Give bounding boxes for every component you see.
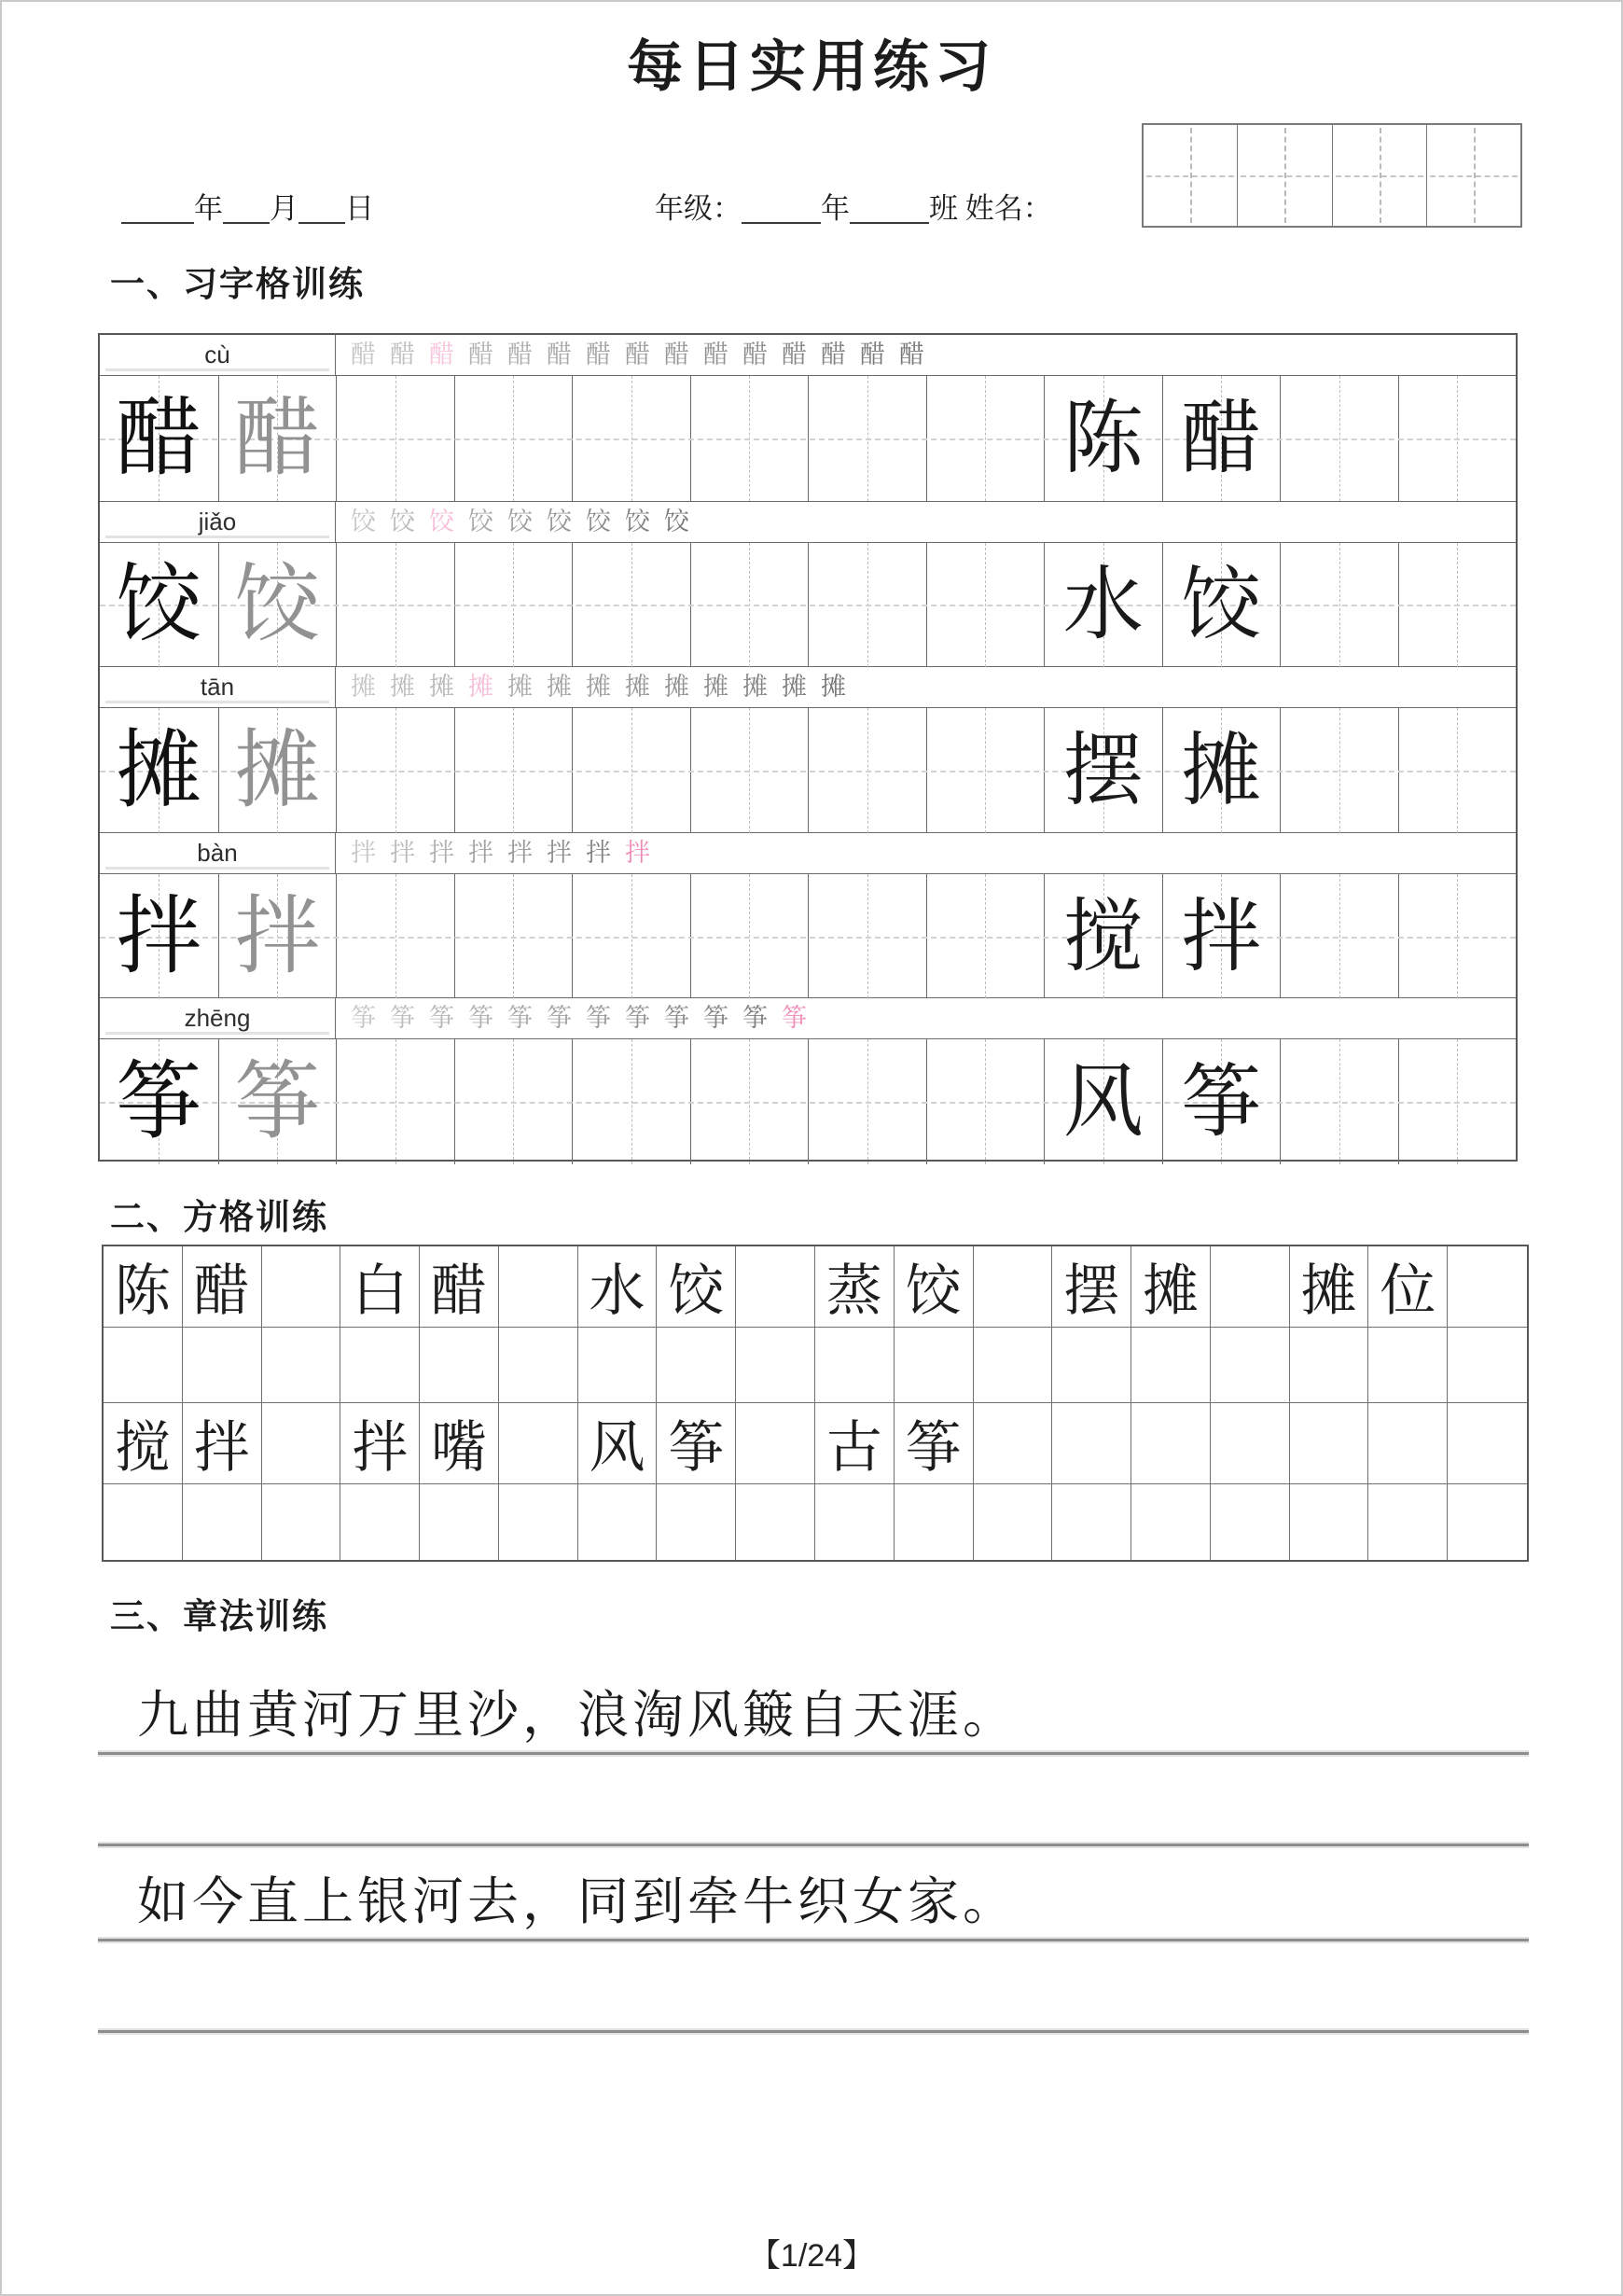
square-cell-empty (1368, 1484, 1448, 1560)
word-character: 水 (1062, 560, 1144, 650)
practice-cell (572, 874, 690, 999)
square-grid (102, 1245, 1529, 1562)
practice-row-header (100, 502, 1516, 543)
practice-row-header (100, 667, 1516, 708)
square-cell-empty (499, 1403, 578, 1484)
square-cell-empty (499, 1328, 578, 1403)
square-cell-empty (1211, 1328, 1290, 1403)
square-cell-character: 位 (1368, 1246, 1448, 1328)
trace-character: 拌 (234, 888, 321, 984)
stroke-order-step: 醋 (821, 341, 846, 369)
stroke-order-step: 饺 (351, 507, 376, 536)
square-cell-empty (736, 1403, 815, 1484)
stroke-order-step: 醋 (507, 341, 533, 369)
stroke-order-sequence (336, 998, 1516, 1038)
word-character: 搅 (1062, 891, 1144, 981)
practice-cell-row (100, 874, 1516, 999)
practice-cell (572, 376, 690, 501)
square-cell-empty (1448, 1484, 1527, 1560)
stroke-order-step: 醋 (742, 341, 768, 369)
square-cell-empty (1052, 1403, 1131, 1484)
stroke-order-step: 饺 (586, 507, 611, 536)
student-name-label: 姓名： (964, 192, 1052, 225)
square-cell-empty (736, 1484, 815, 1560)
grade-year-blank (742, 190, 821, 224)
name-grid-cell (1144, 125, 1237, 226)
date-line (121, 185, 374, 227)
practice-cell (100, 708, 218, 833)
practice-cell (690, 874, 809, 999)
stroke-order-step: 筝 (351, 1004, 376, 1033)
square-cell-character: 拌 (340, 1403, 420, 1484)
square-cell-empty (815, 1328, 895, 1403)
stroke-order-step: 醋 (429, 341, 454, 369)
square-cell-empty (262, 1328, 341, 1403)
square-cell-character: 白 (340, 1246, 420, 1328)
practice-row (100, 335, 1516, 501)
practice-cell (1044, 376, 1162, 501)
square-cell-character: 筝 (895, 1403, 974, 1484)
practice-cell (926, 543, 1045, 668)
practice-cell (100, 874, 218, 999)
square-cell-empty (1211, 1246, 1290, 1328)
practice-cell (690, 708, 809, 833)
stroke-order-step: 摊 (468, 673, 493, 702)
practice-row (100, 501, 1516, 667)
practice-cell (572, 543, 690, 668)
square-cell-character: 饺 (657, 1246, 736, 1328)
square-cell-empty (895, 1328, 974, 1403)
practice-row (100, 997, 1516, 1163)
stroke-order-sequence (336, 335, 1516, 375)
stroke-order-step: 摊 (625, 673, 650, 702)
stroke-order-step: 醋 (664, 341, 689, 369)
practice-cell (926, 708, 1045, 833)
square-cell-empty (499, 1246, 578, 1328)
practice-cell (1280, 543, 1398, 668)
practice-cell (1044, 874, 1162, 999)
square-cell-empty (183, 1328, 262, 1403)
grade-label: 年级： (655, 192, 742, 225)
ruled-line (98, 2030, 1529, 2033)
square-cell-empty (1131, 1403, 1211, 1484)
practice-cell (572, 1039, 690, 1164)
word-character: 陈 (1062, 393, 1144, 483)
practice-cell (218, 543, 337, 668)
square-cell-character: 风 (578, 1403, 658, 1484)
practice-cell (336, 376, 454, 501)
word-character: 风 (1062, 1057, 1144, 1148)
stroke-order-step: 拌 (507, 838, 533, 867)
square-cell-empty (657, 1484, 736, 1560)
stroke-order-step: 醋 (625, 341, 650, 369)
practice-cell (1162, 874, 1281, 999)
stroke-order-step: 饺 (429, 507, 454, 536)
practice-row (100, 832, 1516, 998)
grade-class-blank (850, 190, 929, 224)
copy-sentence-1: 九曲黄河万里沙，浪淘风簸自天涯。 (137, 1687, 1019, 1744)
practice-cell (454, 1039, 573, 1164)
practice-cell (1398, 874, 1517, 999)
practice-cell (1280, 1039, 1398, 1164)
stroke-order-step: 摊 (429, 673, 454, 702)
stroke-order-step: 筝 (782, 1004, 807, 1033)
practice-cell (572, 708, 690, 833)
stroke-order-step: 拌 (625, 838, 650, 867)
square-cell-character: 醋 (183, 1246, 262, 1328)
practice-cell (336, 543, 454, 668)
square-cell-character: 摆 (1052, 1246, 1131, 1328)
stroke-order-step: 醋 (547, 341, 572, 369)
square-cell-empty (1131, 1484, 1211, 1560)
square-cell-empty (420, 1328, 499, 1403)
practice-cell (1398, 708, 1517, 833)
stroke-order-step: 筝 (429, 1004, 454, 1033)
practice-cell (1162, 543, 1281, 668)
square-cell-empty (974, 1328, 1053, 1403)
square-cell-character: 陈 (104, 1246, 183, 1328)
square-cell-empty (895, 1484, 974, 1560)
practice-cell (454, 376, 573, 501)
practice-cell (690, 543, 809, 668)
date-month-blank (223, 190, 270, 224)
stroke-order-step: 拌 (390, 838, 415, 867)
stroke-order-step: 筝 (468, 1004, 493, 1033)
practice-cell (808, 376, 926, 501)
stroke-order-step: 摊 (782, 673, 807, 702)
practice-cell (808, 874, 926, 999)
square-cell-empty (1368, 1403, 1448, 1484)
square-cell-empty (104, 1484, 183, 1560)
date-day-label: 日 (345, 192, 374, 225)
stroke-order-step: 醋 (351, 341, 376, 369)
name-grid-cell (1426, 125, 1520, 226)
square-cell-empty (1052, 1484, 1131, 1560)
practice-cell (808, 708, 926, 833)
stroke-order-step: 拌 (351, 838, 376, 867)
square-cell-empty (1290, 1328, 1369, 1403)
practice-row-header (100, 335, 1516, 376)
square-cell-character: 蒸 (815, 1246, 895, 1328)
stroke-order-step: 摊 (351, 673, 376, 702)
example-character: 醋 (116, 390, 202, 486)
square-cell-character: 嘴 (420, 1403, 499, 1484)
square-cell-empty (1448, 1246, 1527, 1328)
square-cell-empty (578, 1328, 658, 1403)
practice-cell (218, 874, 337, 999)
stroke-order-step: 摊 (703, 673, 728, 702)
stroke-order-step: 饺 (664, 507, 689, 536)
practice-cell (1398, 543, 1517, 668)
word-character: 摆 (1062, 725, 1144, 815)
name-grid-cell (1237, 125, 1331, 226)
stroke-order-step: 筝 (625, 1004, 650, 1033)
trace-character: 醋 (234, 390, 321, 486)
ruled-line (98, 1844, 1529, 1846)
square-cell-character: 摊 (1131, 1246, 1211, 1328)
stroke-order-step: 醋 (390, 341, 415, 369)
pinyin-box (100, 998, 336, 1038)
square-cell-empty (974, 1403, 1053, 1484)
square-cell-character: 水 (578, 1246, 658, 1328)
ruled-line (98, 1939, 1529, 1941)
stroke-order-step: 筝 (742, 1004, 768, 1033)
practice-cell (1280, 376, 1398, 501)
stroke-order-sequence (336, 502, 1516, 542)
stroke-order-step: 筝 (703, 1004, 728, 1033)
practice-cell (926, 1039, 1045, 1164)
date-month-label: 月 (270, 192, 298, 225)
stroke-order-step: 筝 (664, 1004, 689, 1033)
practice-cell (1044, 1039, 1162, 1164)
name-writing-grid (1142, 123, 1522, 228)
square-cell-character: 筝 (657, 1403, 736, 1484)
word-character: 摊 (1181, 725, 1262, 815)
page-title: 每日实用练习 (627, 36, 996, 98)
practice-cell (1162, 708, 1281, 833)
character-practice-grid (98, 333, 1518, 1162)
pinyin-label: jiǎo (198, 507, 237, 536)
practice-cell (454, 543, 573, 668)
square-cell-character: 饺 (895, 1246, 974, 1328)
stroke-order-step: 筝 (547, 1004, 572, 1033)
stroke-order-step: 拌 (547, 838, 572, 867)
stroke-order-step: 醋 (899, 341, 924, 369)
square-cell-character: 古 (815, 1403, 895, 1484)
square-cell-empty (420, 1484, 499, 1560)
stroke-order-step: 摊 (390, 673, 415, 702)
stroke-order-step: 拌 (586, 838, 611, 867)
square-cell-empty (1131, 1328, 1211, 1403)
pinyin-label: tān (200, 673, 235, 702)
word-character: 醋 (1181, 393, 1262, 483)
stroke-order-step: 饺 (507, 507, 533, 536)
square-cell-empty (1290, 1403, 1369, 1484)
square-cell-empty (340, 1484, 420, 1560)
practice-cell (1162, 376, 1281, 501)
square-cell-character: 摊 (1290, 1246, 1369, 1328)
practice-cell-row (100, 376, 1516, 501)
practice-cell (454, 874, 573, 999)
practice-cell (100, 543, 218, 668)
page-number: 【1/24】 (748, 2238, 875, 2274)
grade-year-label: 年 (821, 192, 850, 225)
pinyin-label: cù (204, 341, 230, 369)
stroke-order-step: 醋 (468, 341, 493, 369)
stroke-order-step: 筝 (390, 1004, 415, 1033)
section3-heading: 三、章法训练 (110, 1598, 328, 1636)
practice-cell (218, 708, 337, 833)
practice-cell (1162, 1039, 1281, 1164)
example-character: 拌 (116, 888, 202, 984)
word-character: 筝 (1181, 1057, 1262, 1148)
square-cell-empty (262, 1484, 341, 1560)
trace-character: 筝 (234, 1054, 321, 1150)
square-cell-empty (1448, 1328, 1527, 1403)
date-day-blank (298, 190, 345, 224)
trace-character: 摊 (234, 722, 321, 818)
square-cell-empty (1368, 1328, 1448, 1403)
stroke-order-step: 醋 (586, 341, 611, 369)
practice-cell (690, 1039, 809, 1164)
stroke-order-step: 醋 (782, 341, 807, 369)
section2-heading: 二、方格训练 (110, 1199, 328, 1237)
stroke-order-step: 饺 (625, 507, 650, 536)
example-character: 摊 (116, 722, 202, 818)
square-cell-empty (183, 1484, 262, 1560)
section1-heading: 一、习字格训练 (110, 266, 365, 304)
practice-cell (926, 376, 1045, 501)
grade-class-label: 班 (929, 192, 958, 225)
square-cell-empty (262, 1403, 341, 1484)
practice-cell (336, 708, 454, 833)
word-character: 饺 (1181, 560, 1262, 650)
square-cell-empty (736, 1328, 815, 1403)
pinyin-label: bàn (197, 838, 238, 867)
stroke-order-step: 摊 (664, 673, 689, 702)
pinyin-box (100, 667, 336, 707)
square-cell-empty (1290, 1484, 1369, 1560)
date-year-label: 年 (194, 192, 223, 225)
practice-cell (1044, 708, 1162, 833)
grade-name-line (655, 185, 1052, 227)
practice-cell (1280, 708, 1398, 833)
name-grid-cell (1332, 125, 1426, 226)
practice-cell (100, 376, 218, 501)
practice-cell (808, 1039, 926, 1164)
square-cell-empty (578, 1484, 658, 1560)
stroke-order-step: 醋 (703, 341, 728, 369)
stroke-order-step: 摊 (821, 673, 846, 702)
square-cell-empty (262, 1246, 341, 1328)
square-cell-empty (499, 1484, 578, 1560)
square-cell-empty (974, 1246, 1053, 1328)
practice-row-header (100, 998, 1516, 1039)
example-character: 筝 (116, 1054, 202, 1150)
square-cell-empty (340, 1328, 420, 1403)
square-cell-empty (1052, 1328, 1131, 1403)
stroke-order-step: 筝 (507, 1004, 533, 1033)
practice-cell (1044, 543, 1162, 668)
stroke-order-step: 摊 (547, 673, 572, 702)
stroke-order-step: 筝 (586, 1004, 611, 1033)
ruled-line (98, 1752, 1529, 1755)
stroke-order-sequence (336, 667, 1516, 707)
square-cell-empty (974, 1484, 1053, 1560)
practice-cell-row (100, 708, 1516, 833)
stroke-order-sequence (336, 833, 1516, 873)
square-cell-empty (736, 1246, 815, 1328)
pinyin-box (100, 502, 336, 542)
stroke-order-step: 拌 (468, 838, 493, 867)
square-cell-empty (657, 1328, 736, 1403)
square-cell-empty (1211, 1484, 1290, 1560)
stroke-order-step: 摊 (742, 673, 768, 702)
practice-cell (690, 376, 809, 501)
square-cell-character: 拌 (183, 1403, 262, 1484)
copy-sentence-2: 如今直上银河去，同到牵牛织女家。 (137, 1873, 1019, 1930)
square-cell-empty (1448, 1403, 1527, 1484)
practice-cell (926, 874, 1045, 999)
stroke-order-step: 饺 (390, 507, 415, 536)
trace-character: 饺 (234, 557, 321, 653)
square-cell-empty (1211, 1403, 1290, 1484)
practice-cell (808, 543, 926, 668)
practice-cell (454, 708, 573, 833)
practice-cell (218, 1039, 337, 1164)
word-character: 拌 (1181, 891, 1262, 981)
practice-cell-row (100, 1039, 1516, 1164)
stroke-order-step: 饺 (547, 507, 572, 536)
square-cell-character: 搅 (104, 1403, 183, 1484)
practice-cell (1398, 376, 1517, 501)
practice-cell (336, 1039, 454, 1164)
practice-cell-row (100, 543, 1516, 668)
square-cell-empty (104, 1328, 183, 1403)
stroke-order-step: 摊 (507, 673, 533, 702)
pinyin-label: zhēng (184, 1004, 251, 1033)
practice-cell (1398, 1039, 1517, 1164)
stroke-order-step: 饺 (468, 507, 493, 536)
practice-cell (100, 1039, 218, 1164)
practice-row (100, 666, 1516, 832)
practice-cell (218, 376, 337, 501)
pinyin-box (100, 833, 336, 873)
date-year-blank (121, 190, 194, 224)
stroke-order-step: 醋 (860, 341, 885, 369)
square-cell-character: 醋 (420, 1246, 499, 1328)
stroke-order-step: 拌 (429, 838, 454, 867)
practice-cell (336, 874, 454, 999)
example-character: 饺 (116, 557, 202, 653)
pinyin-box (100, 335, 336, 375)
practice-row-header (100, 833, 1516, 874)
stroke-order-step: 摊 (586, 673, 611, 702)
practice-cell (1280, 874, 1398, 999)
square-cell-empty (815, 1484, 895, 1560)
